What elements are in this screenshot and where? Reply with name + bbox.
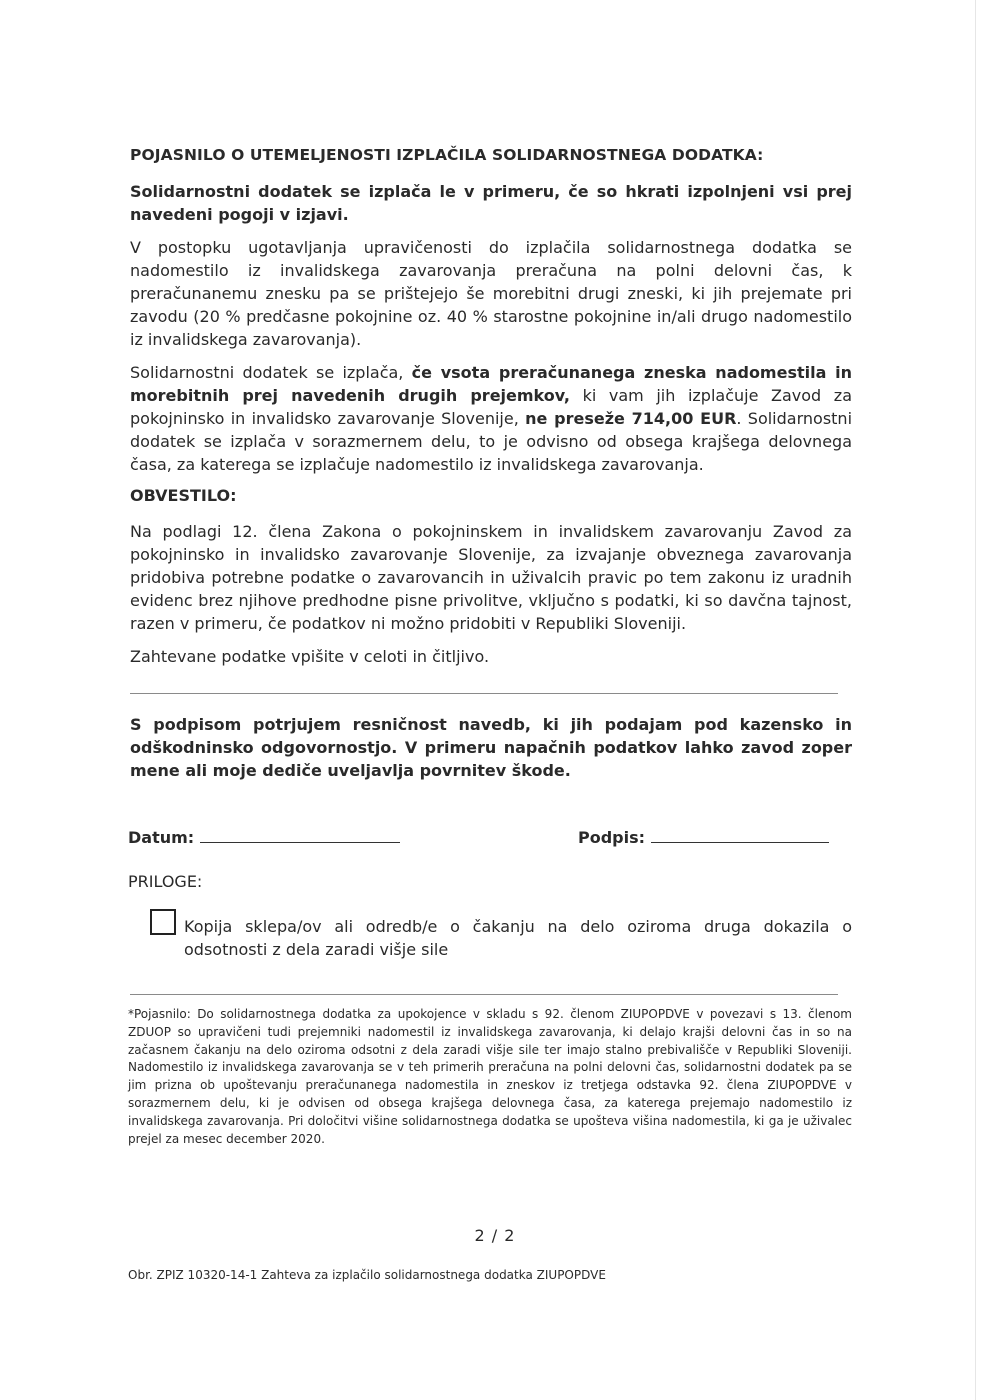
page-number: 2 / 2 bbox=[474, 1226, 516, 1245]
signature-input-line[interactable] bbox=[651, 826, 829, 843]
section-title: POJASNILO O UTEMELJENOSTI IZPLAČILA SOLIDARNOSTNEGA DODATKA: bbox=[130, 146, 764, 164]
paragraph-bold-limit: ne preseže 714,00 EUR bbox=[525, 409, 737, 428]
paragraph-part: ki vam jih izplačuje Zavod za pokojninsko in invalidsko zavarovanje Slovenije, bbox=[130, 386, 852, 428]
paragraph-payment-condition bbox=[130, 361, 852, 476]
lead-statement: Solidarnostni dodatek se izplača le v primeru, če so hkrati izpolnjeni vsi prej navedeni pogoji v izjavi. bbox=[130, 182, 852, 224]
paragraph-instruction: Zahtevane podatke vpišite v celoti in čitljivo. bbox=[130, 647, 490, 666]
paragraph-calculation: V postopku ugotavljanja upravičenosti do izplačila solidarnostnega dodatka se nadomestilo iz invalidskega zavarovanja preračuna na polni delovni čas, k preračunanemu znesku pa se prištejejo še morebitni drugi zneski, ki jih prejemate pri zavodu (20 % predčasne pokojnine oz. 40 % starostne pokojnine in/ali drugo nadomestilo iz invalidskega zavarovanja). bbox=[130, 238, 852, 349]
signature-field bbox=[578, 826, 829, 847]
notice-heading: OBVESTILO: bbox=[130, 486, 237, 505]
paragraph-notice: Na podlagi 12. člena Zakona o pokojninskem in invalidskem zavarovanju Zavod za pokojninsko in invalidsko zavarovanje Slovenije, za izvajanje obveznega zavarovanja pridobiva potrebne podatke o zavarovancih in uživalcih pravic po tem zakonu iz uradnih evidenc brez njihove predhodne pisne privolitve, vključno s podatki, ki so davčna tajnost, razen v primeru, če podatkov ni možno pridobiti v Republiki Sloveniji. bbox=[130, 522, 852, 633]
paragraph-part: Solidarnostni dodatek se izplača, bbox=[130, 363, 412, 382]
divider bbox=[130, 994, 838, 995]
page-edge bbox=[975, 0, 976, 1400]
paragraph-part: . Solidarnostni dodatek se izplača v sorazmernem delu, to je odvisno od obsega krajšega delovnega časa, za katerega se izplačuje nadomestilo iz invalidskega zavarovanja. bbox=[130, 409, 853, 474]
attachments-heading: PRILOGE: bbox=[128, 872, 203, 891]
date-input-line[interactable] bbox=[200, 826, 400, 843]
attachment-label: Kopija sklepa/ov ali odredb/e o čakanju na delo oziroma druga dokazila o odsotnosti z dela zaradi višje sile bbox=[184, 917, 852, 959]
date-field bbox=[128, 826, 400, 847]
declaration: S podpisom potrjujem resničnost navedb, ki jih podajam pod kazensko in odškodninsko odgovornostjo. V primeru napačnih podatkov lahko zavod zoper mene ali moje dediče uveljavlja povrnitev škode. bbox=[130, 715, 852, 780]
form-footer: Obr. ZPIZ 10320-14-1 Zahteva za izplačilo solidarnostnega dodatka ZIUPOPDVE bbox=[128, 1268, 606, 1282]
signature-label: Podpis: bbox=[578, 828, 646, 847]
date-label: Datum: bbox=[128, 828, 195, 847]
paragraph-bold-condition: če vsota preračunanega zneska nadomestila in morebitnih prej navedenih drugih prejemkov, bbox=[130, 363, 853, 405]
attachment-checkbox[interactable] bbox=[150, 909, 176, 935]
footnote: *Pojasnilo: Do solidarnostnega dodatka za upokojence v skladu s 92. členom ZIUPOPDVE v povezavi s 13. členom ZDUOP so upravičeni tudi prejemniki nadomestil iz invalidskega zavarovanja, ki delajo krajši delovni čas in so na začasnem čakanju na delo oziroma odsotni z dela zaradi višje sile ter imajo stalno prebivališče v Republiki Sloveniji. Nadomestilo iz invalidskega zavarovanja se v teh primerih preračuna na polni delovni čas, solidarnostni dodatek pa se jim prizna ob upoštevanju preračunanega nadomestila in zneskov iz tretjega odstavka 92. člena ZIUPOPDVE v sorazmernem delu, ki je odvisen od obsega krajšega delovnega časa, za katerega prejemajo nadomestilo iz invalidskega zavarovanja. Pri določitvi višine solidarnostnega dodatka se upošteva višina nadomestila, ki ga je uživalec prejel za mesec december 2020. bbox=[128, 1007, 852, 1146]
divider bbox=[130, 693, 838, 694]
